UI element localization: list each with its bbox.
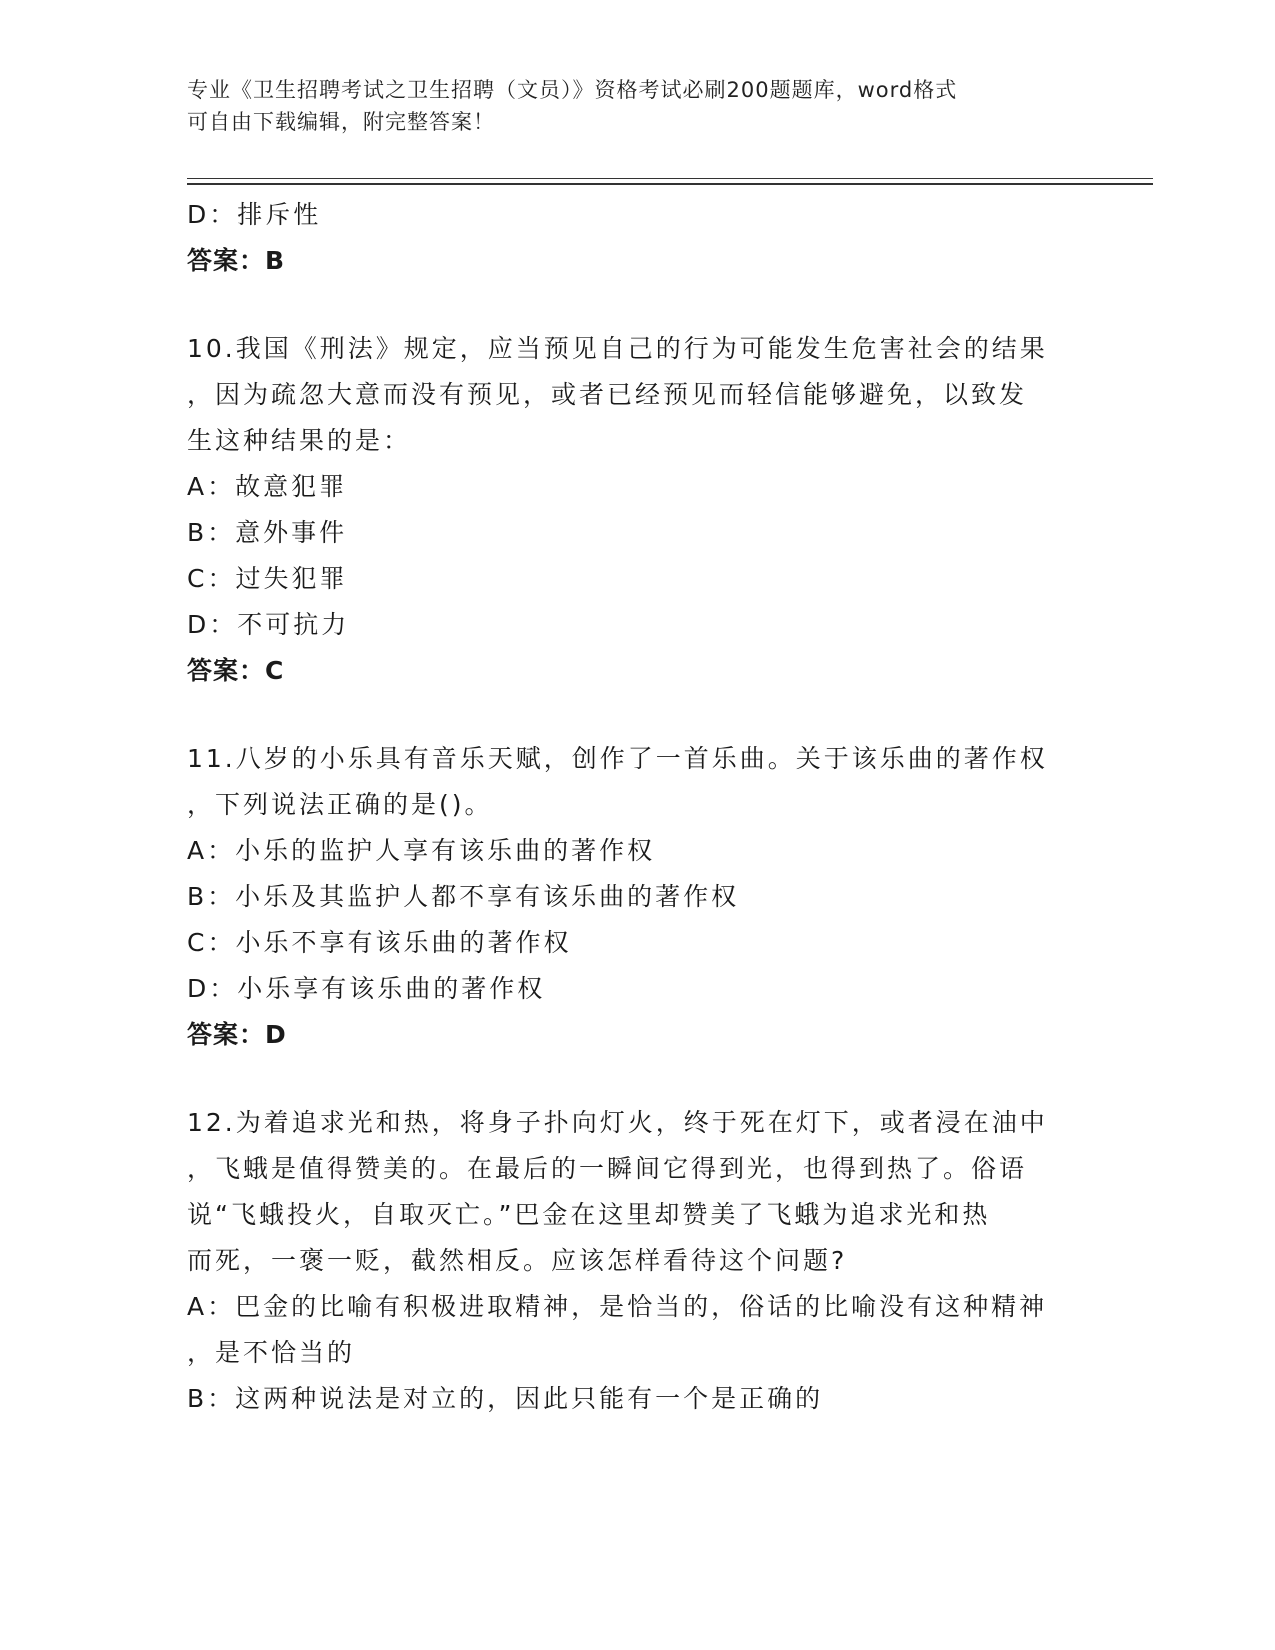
question-stem: ，飞蛾是值得赞美的。在最后的一瞬间它得到光，也得到热了。俗语 [187,1154,1028,1183]
option-d: D：小乐享有该乐曲的著作权 [187,974,546,1003]
spacer [187,694,1087,736]
question-block-11 [187,736,1087,1058]
question-stem: 12.为着追求光和热，将身子扑向灯火，终于死在灯下，或者浸在油中 [187,1108,1048,1137]
option-a: A：巴金的比喻有积极进取精神，是恰当的，俗话的比喻没有这种精神 [187,1292,1048,1321]
document-header [187,74,1067,138]
option-a-continued: ，是不恰当的 [187,1338,356,1367]
question-list [187,192,1087,1422]
header-line-2: 可自由下载编辑，附完整答案！ [187,110,495,134]
option-b: B：小乐及其监护人都不享有该乐曲的著作权 [187,882,740,911]
question-stem: 生这种结果的是： [187,426,412,455]
answer-line: 答案：D [187,1020,287,1049]
option-c: C：过失犯罪 [187,564,348,593]
option-b: B：这两种说法是对立的，因此只能有一个是正确的 [187,1384,824,1413]
option-a: A：小乐的监护人享有该乐曲的著作权 [187,836,656,865]
question-stem: 而死，一褒一贬，截然相反。应该怎样看待这个问题? [187,1246,848,1275]
question-block-12 [187,1100,1087,1422]
question-block-prev [187,192,1087,284]
spacer [187,284,1087,326]
answer-line: 答案：C [187,656,285,685]
answer-line: 答案：B [187,246,286,275]
question-stem: 说“飞蛾投火，自取灭亡。”巴金在这里却赞美了飞蛾为追求光和热 [187,1200,991,1229]
option-d: D：不可抗力 [187,610,350,639]
option-c: C：小乐不享有该乐曲的著作权 [187,928,572,957]
option-a: A：故意犯罪 [187,472,348,501]
option-b: B：意外事件 [187,518,348,547]
question-stem: 11.八岁的小乐具有音乐天赋，创作了一首乐曲。关于该乐曲的著作权 [187,744,1048,773]
question-block-10 [187,326,1087,694]
header-line-1: 专业《卫生招聘考试之卫生招聘（文员）》资格考试必刷200题题库，word格式 [187,78,958,102]
question-stem: 10.我国《刑法》规定，应当预见自己的行为可能发生危害社会的结果 [187,334,1048,363]
spacer [187,1058,1087,1100]
question-stem: ，下列说法正确的是()。 [187,790,493,819]
header-rule-thin [187,178,1153,179]
header-rule-thick [187,183,1153,185]
question-stem: ，因为疏忽大意而没有预见，或者已经预见而轻信能够避免，以致发 [187,380,1028,409]
option-d: D：排斥性 [187,200,322,229]
